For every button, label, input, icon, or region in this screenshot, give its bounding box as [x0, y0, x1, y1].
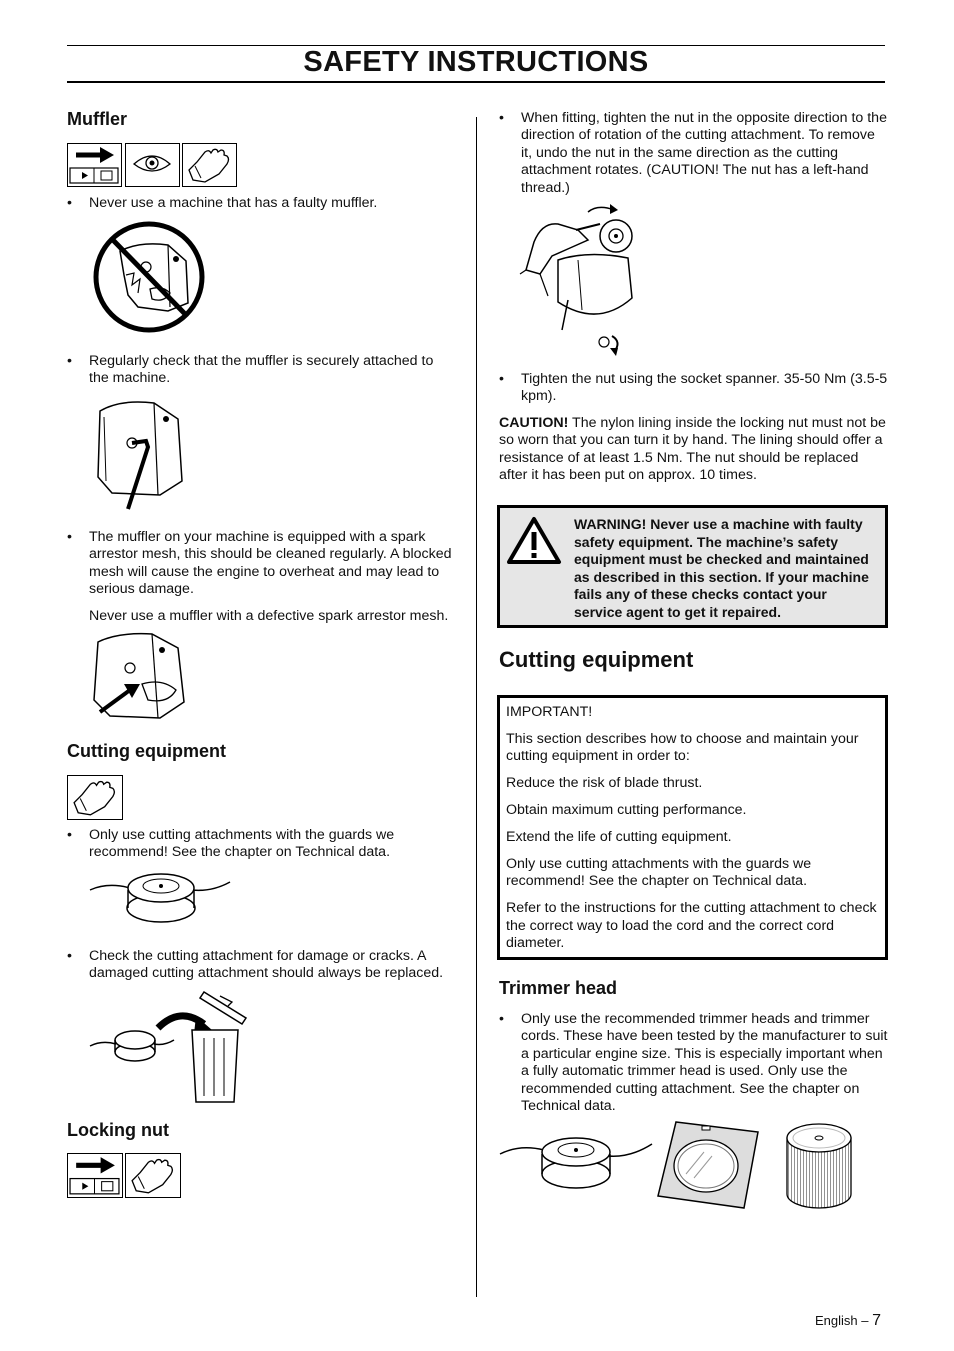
warning-text: WARNING! Never use a machine with faulty safety equipment. The machine’s safety equipment must be checked and maintained as described in this section. If your machine fails any of these checks contact your service agent to get it repaired.: [574, 516, 869, 620]
caution-label: CAUTION!: [499, 415, 569, 431]
right-cutting-heading: Cutting equipment: [499, 647, 694, 672]
trimmer-head-illustration: [498, 1130, 654, 1200]
column-divider: [476, 117, 477, 1297]
caution-paragraph: [499, 415, 887, 485]
important-box: [497, 695, 888, 960]
tighten-nut-illustration: [518, 200, 648, 358]
eye-protection-icon: [125, 143, 180, 187]
left-cutting-heading: Cutting equipment: [67, 741, 226, 761]
glove-icon: [182, 143, 237, 187]
trimmer-head-heading: Trimmer head: [499, 978, 618, 998]
arrow-stop-icon: [67, 143, 122, 187]
warning-box: [497, 505, 888, 628]
cord-spool-illustration: [784, 1120, 854, 1212]
page-footer: [815, 1312, 881, 1330]
trimmer-head-illustration: [88, 866, 234, 934]
cord-package-illustration: [656, 1120, 760, 1210]
important-guards: Only use cutting attachments with the guards we recommend! See the chapter on Technical data.: [506, 855, 812, 890]
glove-icon: [125, 1153, 181, 1198]
muffler-heading: Muffler: [67, 109, 127, 129]
important-title: IMPORTANT!: [506, 704, 593, 720]
glove-icon: [67, 775, 123, 820]
spark-arrestor-illustration: [90, 630, 192, 726]
faulty-muffler-prohibited-illustration: [90, 215, 208, 337]
arrow-stop-icon: [67, 1153, 123, 1198]
replace-damaged-head-illustration: [88, 988, 248, 1106]
locking-nut-heading: Locking nut: [67, 1120, 169, 1140]
header-rule-bottom: [67, 81, 885, 83]
footer-dash: –: [857, 1313, 873, 1328]
warning-triangle-icon: [506, 516, 562, 566]
footer-language: English: [815, 1313, 858, 1328]
muffler-note: Never use a muffler with a defective spark arrestor mesh.: [89, 608, 449, 624]
caution-text: The nylon lining inside the locking nut must not be so worn that you can turn it by hand. The lining should offer a resistance of at least 1.5 Nm. The nut should be replaced after it has been put on approx. 10 times.: [499, 415, 886, 484]
page-title: SAFETY INSTRUCTIONS: [303, 46, 649, 78]
important-item-blade-thrust: Reduce the risk of blade thrust.: [506, 775, 703, 792]
important-item-life: Extend the life of cutting equipment.: [506, 829, 732, 846]
important-item-performance: Obtain maximum cutting performance.: [506, 802, 747, 819]
important-refer: Refer to the instructions for the cutting attachment to check the correct way to load the cord and the correct cord diameter.: [506, 900, 877, 952]
important-intro: This section describes how to choose and maintain your cutting equipment in order to:: [506, 730, 859, 765]
page-number: 7: [872, 1312, 882, 1329]
muffler-wrench-illustration: [90, 397, 190, 513]
